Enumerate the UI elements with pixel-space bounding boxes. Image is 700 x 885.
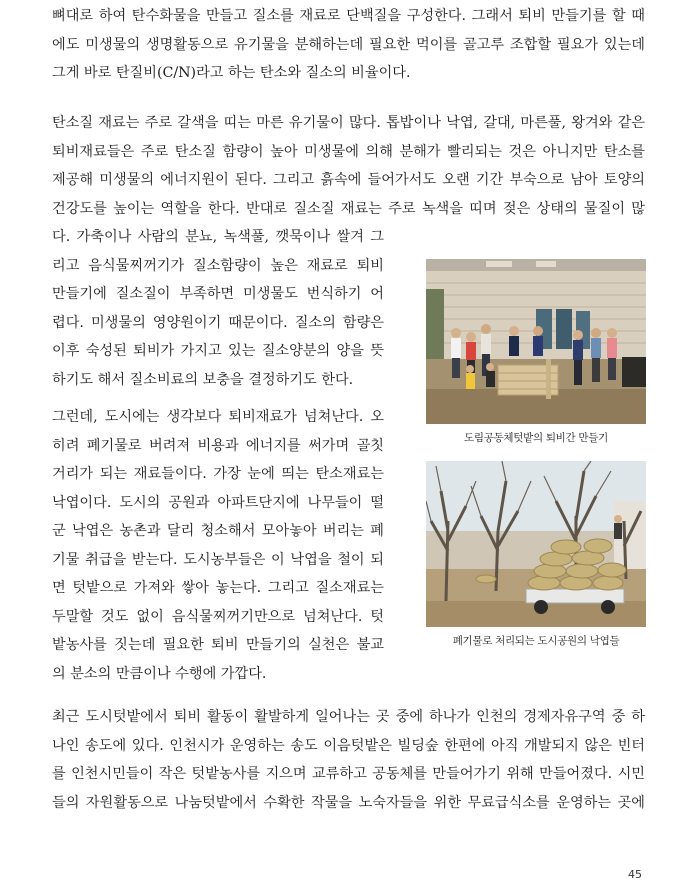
text-line: 렵다. 미생물의 영양원이기 때문이다. 질소의 함량은 <box>52 314 384 331</box>
text-line: 면 텃밭으로 가져와 쌓아 놓는다. 그리고 질소재료는 <box>52 580 384 596</box>
paragraph-carbon-nitrogen-ratio <box>52 2 645 88</box>
text-line: 낙엽이다. 도시의 공원과 아파트단지에 나무들이 떨 <box>52 494 384 511</box>
page-number: 45 <box>628 868 642 881</box>
text-line: 이후 숙성된 퇴비가 가지고 있는 질소양분의 양을 뜻 <box>52 343 384 359</box>
text-line: 의 분소의 만큼이나 수행에 가깝다. <box>52 665 267 682</box>
text-line: 거리가 되는 재료들이다. 가장 눈에 띄는 탄소재료는 <box>52 466 384 482</box>
text-line: 히려 폐기물로 버려져 비용과 에너지를 써가며 골칫 <box>52 437 384 454</box>
text-line: 를 인천시민들이 작은 텃밭농사를 지으며 교류하고 공동체를 만들어가기 위해 만들어졌다. 시민 <box>52 766 645 782</box>
text-line: 그런데, 도시에는 생각보다 퇴비재료가 넘쳐난다. 오 <box>52 409 384 425</box>
paragraph-nitrogen-materials <box>52 223 384 394</box>
text-line: 그게 바로 탄질비(C/N)라고 하는 탄소와 질소의 비율이다. <box>52 65 411 81</box>
paragraph-carbon-materials <box>52 109 645 223</box>
text-line: 퇴비재료들은 주로 탄소질 함량이 높아 미생물에 의해 분해가 빨리되는 것은 아니지만 탄소를 <box>52 143 645 160</box>
photo-park-leaves-truck <box>426 461 646 627</box>
text-line: 에도 미생물의 생명활동으로 유기물을 분해하는데 필요한 먹이를 골고루 조합할 필요가 있는데 <box>52 36 645 53</box>
text-line: 다. 가축이나 사람의 분뇨, 녹색풀, 깻묵이나 쌀겨 그 <box>52 229 384 245</box>
text-line: 제공해 미생물의 에너지원이 된다. 그리고 흙속에 들어가서도 오랜 기간 부숙으로 남아 토양의 <box>52 172 645 188</box>
paragraph-urban-compost-materials <box>52 403 384 688</box>
figure-caption: 도림공동체텃밭의 퇴비간 만들기 <box>464 432 608 444</box>
text-line: 밭농사를 짓는데 필요한 퇴비 만들기의 실천은 불교 <box>52 637 384 653</box>
text-line: 뼈대로 하여 탄수화물을 만들고 질소를 재료로 단백질을 구성한다. 그래서 퇴비 만들기를 할 때 <box>52 8 645 24</box>
text-line: 건강도를 높이는 역할을 한다. 반대로 질소질 재료는 주로 녹색을 띠며 젖은 상태의 물질이 많 <box>52 200 645 217</box>
photo-compost-bin-group <box>426 259 646 424</box>
text-line: 리고 음식물찌꺼기가 질소함량이 높은 재료로 퇴비 <box>52 257 384 274</box>
text-line: 기물 취급을 받는다. 도시농부들은 이 낙엽을 철이 되 <box>52 551 384 568</box>
text-line: 들의 자원활동으로 나눔텃밭에서 수확한 작물을 노숙자들을 위한 무료급식소를 운영하는 곳에 <box>52 794 645 811</box>
text-line: 군 낙엽은 농촌과 달리 청소해서 모아놓아 버리는 폐 <box>52 523 384 539</box>
text-line: 최근 도시텃밭에서 퇴비 활동이 활발하게 일어나는 곳 중에 하나가 인천의 경제자유구역 중 하 <box>52 709 645 725</box>
text-line: 만들기에 질소질이 부족하면 미생물도 번식하기 어 <box>52 286 384 302</box>
figure-caption: 폐기물로 처리되는 도시공원의 낙엽들 <box>452 635 620 647</box>
paragraph-songdo-garden <box>52 703 645 817</box>
text-line: 두말할 것도 없이 음식물찌꺼기만으로 넘쳐난다. 텃 <box>52 608 384 625</box>
text-line: 나인 송도에 있다. 인천시가 운영하는 송도 이음텃밭은 빌딩숲 한편에 아직 개발되지 않은 빈터 <box>52 737 645 754</box>
text-line: 하기도 해서 질소비료의 보충을 결정하기도 한다. <box>52 371 354 388</box>
text-line: 탄소질 재료는 주로 갈색을 띠는 마른 유기물이 많다. 톱밥이나 낙엽, 갈대, 마른풀, 왕겨와 같은 <box>52 115 645 131</box>
